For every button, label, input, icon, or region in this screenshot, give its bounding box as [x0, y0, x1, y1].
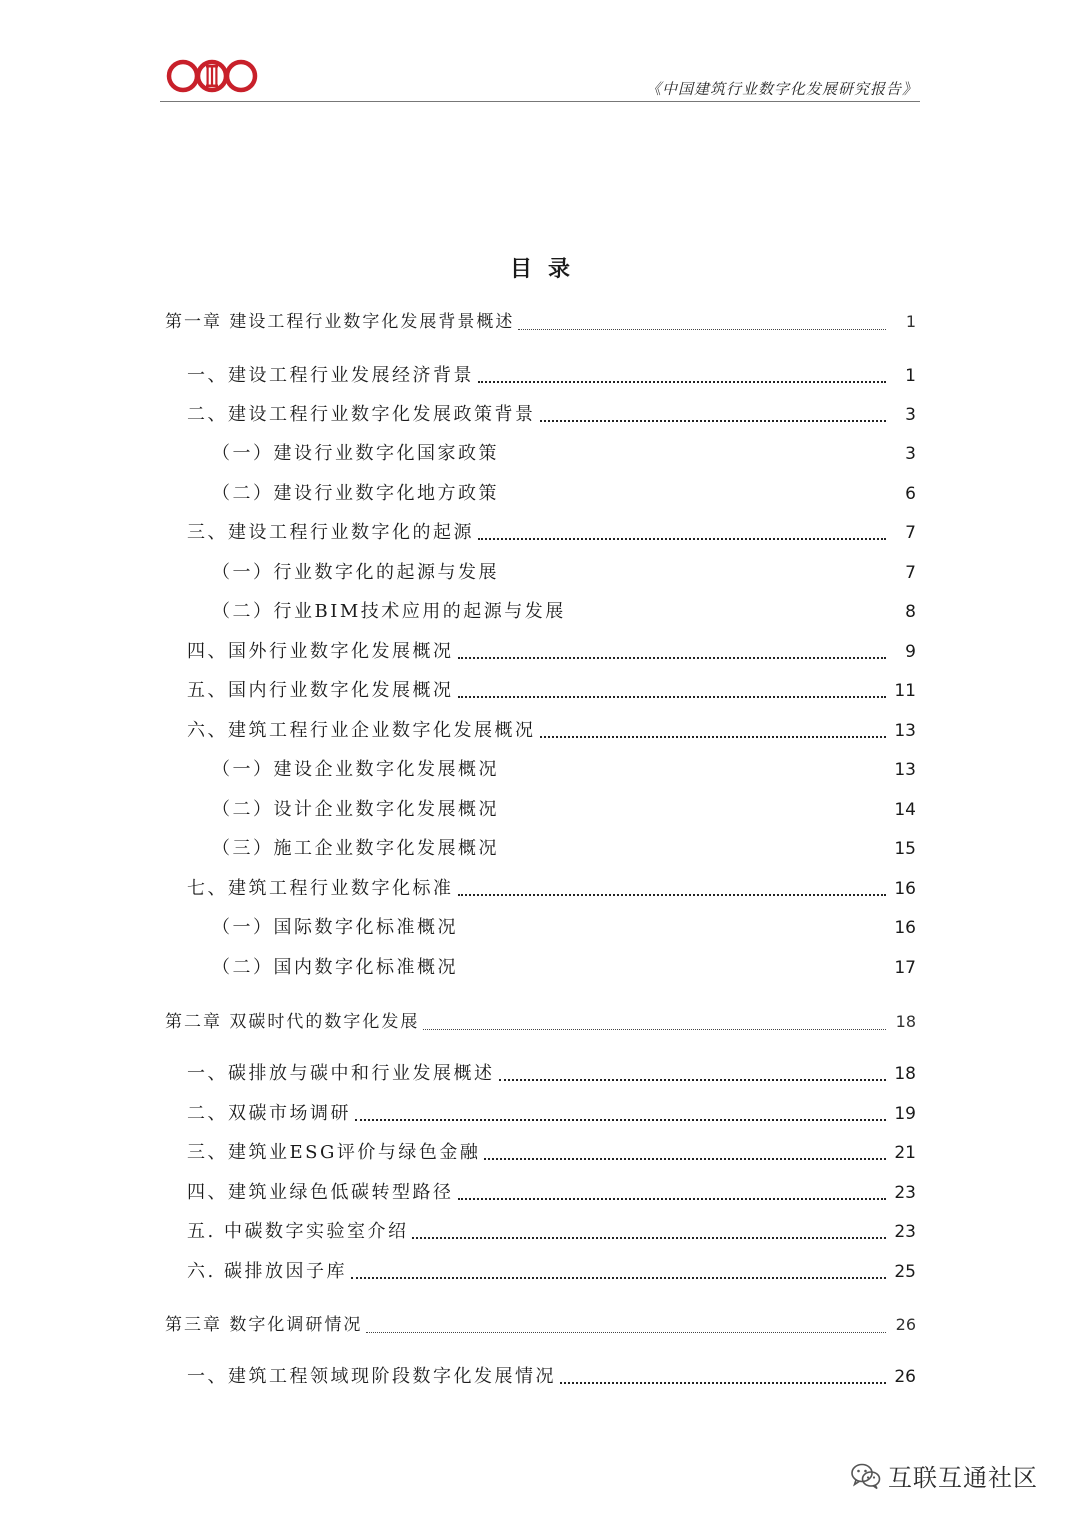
toc-page-number: 17	[894, 958, 916, 978]
toc-page-number: 9	[905, 642, 916, 662]
toc-page-number: 23	[894, 1222, 916, 1242]
toc-entry-label: （一）行业数字化的起源与发展	[212, 562, 499, 583]
report-header-title: 《中国建筑行业数字化发展研究报告》	[645, 80, 918, 98]
toc-dot-leader	[484, 1158, 886, 1160]
toc-dot-leader	[412, 1237, 886, 1239]
header-divider	[160, 101, 920, 102]
toc-section-row[interactable]	[187, 717, 916, 745]
toc-entry-label: 第二章 双碳时代的数字化发展	[165, 1012, 420, 1032]
toc-dot-leader	[560, 1382, 886, 1384]
toc-page-number: 23	[894, 1183, 916, 1203]
toc-chapter-row[interactable]	[165, 308, 916, 336]
toc-subsection-row[interactable]	[212, 440, 916, 468]
toc-entry-label: 一、碳排放与碳中和行业发展概述	[187, 1063, 495, 1084]
toc-dot-leader	[540, 420, 887, 422]
toc-subsection-row[interactable]	[212, 796, 916, 824]
toc-entry-label: （二）行业BIM技术应用的起源与发展	[212, 601, 566, 622]
toc-page-number: 3	[905, 444, 916, 464]
toc-entry-label: （二）建设行业数字化地方政策	[212, 483, 499, 504]
toc-subsection-row[interactable]	[212, 954, 916, 982]
toc-page-number: 13	[894, 760, 916, 780]
toc-dot-leader	[458, 1198, 887, 1200]
toc-page-number: 7	[905, 523, 916, 543]
toc-page-number: 1	[905, 312, 916, 331]
toc-chapter-row[interactable]	[165, 1311, 916, 1339]
toc-entry-label: （三）施工企业数字化发展概况	[212, 838, 499, 859]
toc-entry-label: 一、建筑工程领域现阶段数字化发展情况	[187, 1366, 556, 1387]
toc-section-row[interactable]	[187, 1218, 916, 1246]
toc-dot-leader	[423, 1029, 886, 1030]
toc-entry-label: 五、国内行业数字化发展概况	[187, 680, 454, 701]
toc-entry-label: 六. 碳排放因子库	[187, 1261, 347, 1282]
toc-section-row[interactable]	[187, 401, 916, 429]
toc-subsection-row[interactable]	[212, 480, 916, 508]
toc-page-number: 21	[894, 1143, 916, 1163]
toc-section-row[interactable]	[187, 875, 916, 903]
toc-section-row[interactable]	[187, 1363, 916, 1391]
toc-page-number: 8	[905, 602, 916, 622]
toc-subsection-row[interactable]	[212, 835, 916, 863]
toc-entry-label: 一、建设工程行业发展经济背景	[187, 365, 474, 386]
toc-dot-leader	[355, 1119, 886, 1121]
toc-page-number: 19	[894, 1104, 916, 1124]
footer-brand-name: 互联互通社区	[888, 1464, 1038, 1492]
toc-entry-label: 第一章 建设工程行业数字化发展背景概述	[165, 312, 515, 332]
toc-dot-leader	[351, 1277, 886, 1279]
toc-dot-leader	[478, 538, 886, 540]
toc-page-number: 11	[894, 681, 916, 701]
toc-dot-leader	[458, 657, 887, 659]
toc-subsection-row[interactable]	[212, 756, 916, 784]
toc-section-row[interactable]	[187, 1258, 916, 1286]
toc-page-number: 26	[894, 1367, 916, 1387]
three-rings-logo-icon	[166, 56, 258, 96]
toc-entry-label: （一）建设行业数字化国家政策	[212, 443, 499, 464]
toc-entry-label: （二）国内数字化标准概况	[212, 957, 458, 978]
toc-section-row[interactable]	[187, 638, 916, 666]
toc-section-row[interactable]	[187, 1179, 916, 1207]
toc-page-number: 15	[894, 839, 916, 859]
toc-entry-label: 三、建筑业ESG评价与绿色金融	[187, 1142, 481, 1163]
toc-subsection-row[interactable]	[212, 559, 916, 587]
toc-page-number: 7	[905, 563, 916, 583]
toc-section-row[interactable]	[187, 519, 916, 547]
toc-dot-leader	[499, 1079, 887, 1081]
toc-entry-label: 二、建设工程行业数字化发展政策背景	[187, 404, 536, 425]
toc-page-number: 14	[894, 800, 916, 820]
toc-section-row[interactable]	[187, 362, 916, 390]
toc-page-number: 1	[905, 366, 916, 386]
footer-watermark	[850, 1458, 1038, 1493]
toc-page-number: 3	[905, 405, 916, 425]
toc-dot-leader	[366, 1332, 886, 1333]
toc-entry-label: 四、国外行业数字化发展概况	[187, 641, 454, 662]
toc-entry-label: 六、建筑工程行业企业数字化发展概况	[187, 720, 536, 741]
toc-chapter-row[interactable]	[165, 1008, 916, 1036]
wechat-icon	[850, 1462, 882, 1490]
toc-page-number: 6	[905, 484, 916, 504]
toc-entry-label: 七、建筑工程行业数字化标准	[187, 878, 454, 899]
toc-page-number: 16	[894, 879, 916, 899]
toc-section-row[interactable]	[187, 1139, 916, 1167]
toc-dot-leader	[540, 736, 887, 738]
toc-dot-leader	[518, 329, 886, 330]
toc-page-number: 18	[894, 1064, 916, 1084]
toc-page-number: 16	[894, 918, 916, 938]
toc-dot-leader	[458, 894, 887, 896]
toc-subsection-row[interactable]	[212, 598, 916, 626]
toc-page-number: 25	[894, 1262, 916, 1282]
toc-page-number: 26	[895, 1315, 916, 1334]
toc-dot-leader	[458, 696, 887, 698]
toc-entry-label: 三、建设工程行业数字化的起源	[187, 522, 474, 543]
toc-page-number: 18	[895, 1012, 916, 1031]
toc-entry-label: （一）国际数字化标准概况	[212, 917, 458, 938]
toc-dot-leader	[478, 381, 886, 383]
toc-section-row[interactable]	[187, 1100, 916, 1128]
toc-subsection-row[interactable]	[212, 914, 916, 942]
toc-entry-label: （一）建设企业数字化发展概况	[212, 759, 499, 780]
toc-entry-label: 四、建筑业绿色低碳转型路径	[187, 1182, 454, 1203]
toc-title: 目录	[509, 256, 586, 282]
toc-entry-label: 五. 中碳数字实验室介绍	[187, 1221, 409, 1242]
toc-section-row[interactable]	[187, 1060, 916, 1088]
toc-page-number: 13	[894, 721, 916, 741]
toc-entry-label: 二、双碳市场调研	[187, 1103, 351, 1124]
toc-section-row[interactable]	[187, 677, 916, 705]
toc-entry-label: 第三章 数字化调研情况	[165, 1315, 363, 1335]
toc-entry-label: （二）设计企业数字化发展概况	[212, 799, 499, 820]
